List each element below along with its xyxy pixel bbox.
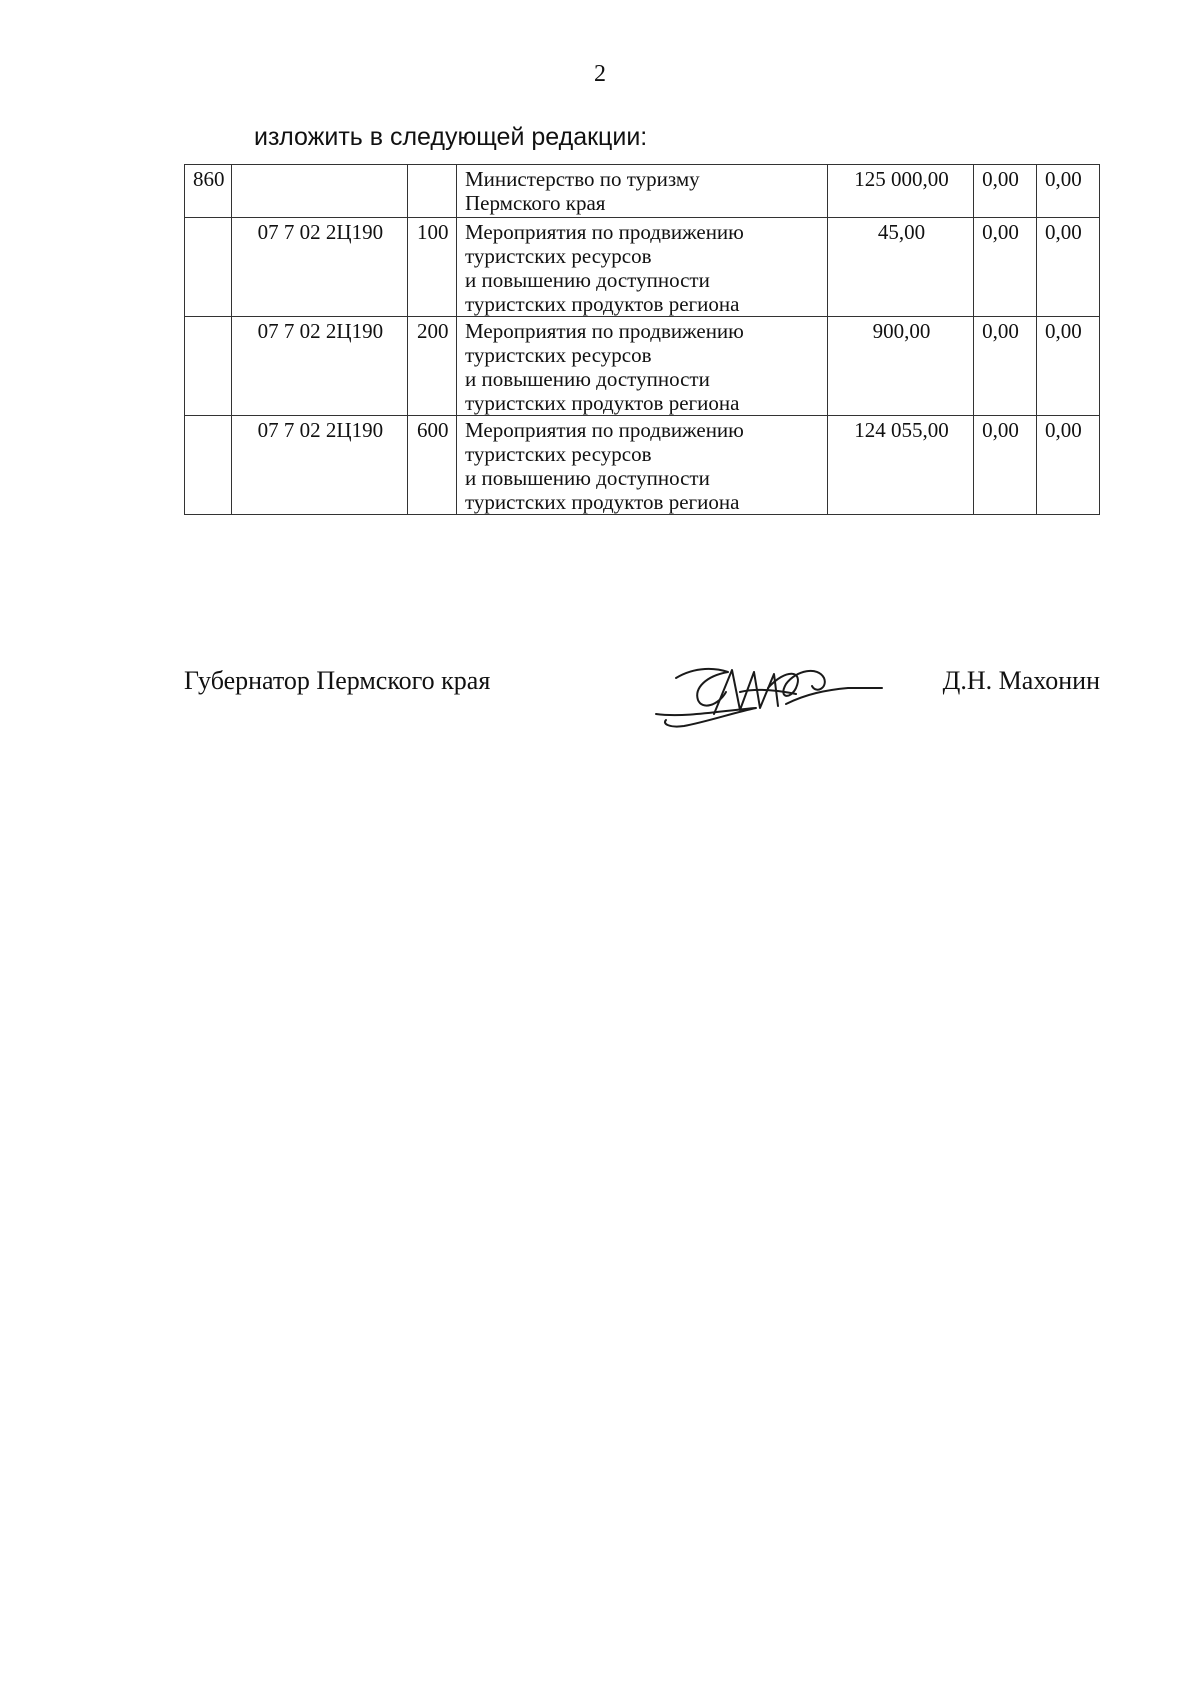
cell-csr xyxy=(232,165,407,218)
cell-value-3: 0,00 xyxy=(1037,218,1100,317)
cell-vr xyxy=(407,165,456,218)
cell-csr: 07 7 02 2Ц190 xyxy=(232,218,407,317)
cell-code xyxy=(185,218,232,317)
cell-sum: 45,00 xyxy=(827,218,973,317)
cell-csr: 07 7 02 2Ц190 xyxy=(232,416,407,515)
name-line: Мероприятия по продвижению xyxy=(465,319,744,343)
cell-code xyxy=(185,317,232,416)
table-row xyxy=(185,165,1100,218)
name-line: туристских продуктов региона xyxy=(465,391,740,415)
table-row xyxy=(185,416,1100,515)
name-line: и повышению доступности xyxy=(465,367,710,391)
cell-value-3: 0,00 xyxy=(1037,165,1100,218)
signatory-title: Губернатор Пермского края xyxy=(184,666,491,695)
cell-sum: 900,00 xyxy=(827,317,973,416)
cell-name xyxy=(457,317,828,416)
cell-sum: 124 055,00 xyxy=(827,416,973,515)
table-row xyxy=(185,218,1100,317)
name-line: Мероприятия по продвижению xyxy=(465,220,744,244)
cell-value-2: 0,00 xyxy=(974,218,1037,317)
page-number: 2 xyxy=(594,61,606,87)
cell-vr: 600 xyxy=(407,416,456,515)
name-line: туристских продуктов региона xyxy=(465,490,740,514)
name-line: Мероприятия по продвижению xyxy=(465,418,744,442)
name-line: и повышению доступности xyxy=(465,466,710,490)
name-line: туристских ресурсов xyxy=(465,343,652,367)
name-line: туристских ресурсов xyxy=(465,442,652,466)
intro-text: изложить в следующей редакции: xyxy=(254,123,648,151)
cell-code: 860 xyxy=(185,165,232,218)
cell-name xyxy=(457,165,828,218)
cell-name xyxy=(457,416,828,515)
cell-vr: 100 xyxy=(407,218,456,317)
handwritten-signature xyxy=(636,648,896,738)
cell-value-2: 0,00 xyxy=(974,317,1037,416)
signature-strokes xyxy=(656,669,882,727)
name-line: туристских ресурсов xyxy=(465,244,652,268)
cell-value-2: 0,00 xyxy=(974,416,1037,515)
name-line: Министерство по туризму xyxy=(465,167,700,191)
name-line: и повышению доступности xyxy=(465,268,710,292)
cell-vr: 200 xyxy=(407,317,456,416)
cell-value-3: 0,00 xyxy=(1037,416,1100,515)
cell-csr: 07 7 02 2Ц190 xyxy=(232,317,407,416)
cell-sum: 125 000,00 xyxy=(827,165,973,218)
signatory-name: Д.Н. Махонин xyxy=(942,666,1100,695)
cell-name xyxy=(457,218,828,317)
table-row xyxy=(185,317,1100,416)
name-line: Пермского края xyxy=(465,191,606,215)
cell-value-2: 0,00 xyxy=(974,165,1037,218)
signature-block xyxy=(184,660,1100,740)
cell-value-3: 0,00 xyxy=(1037,317,1100,416)
name-line: туристских продуктов региона xyxy=(465,292,740,316)
budget-table xyxy=(184,164,1100,515)
cell-code xyxy=(185,416,232,515)
